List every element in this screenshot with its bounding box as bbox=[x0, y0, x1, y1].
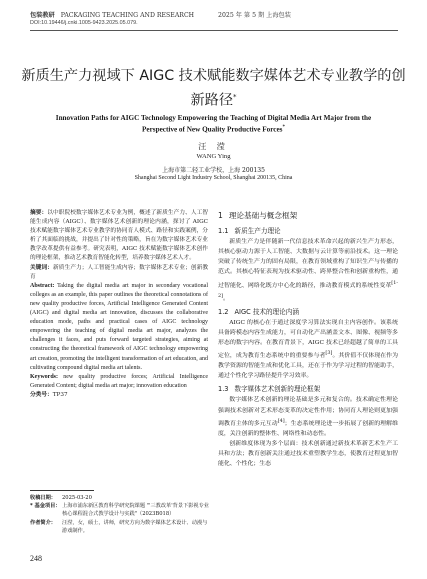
title-en-text: Innovation Paths for AIGC Technology Empowering the Teaching of Digital Media Art Major from the Perspective of New Quality Productive Forces bbox=[55, 114, 372, 134]
paragraph-text: 数字媒体艺术创新的理论基础是多元和复合的。技术确定性理论强调技术创新对艺术形态变革的决定性作用；协同育人理论则更加强调教育主体的多元互动 bbox=[218, 397, 398, 427]
section-1-1-number: 1.1 bbox=[218, 227, 229, 236]
abstract-en-text: Taking the digital media art major in secondary vocational colleges as an example, this paper outlines the theoretical connotations of new quality productive forces, Artificial Intelligence Generated Content (AIGC) and digital media art innovation, discusses the collaborative education mode, paths and practical cases of AIGC technology empowering the teaching of digital media art major, analyzes the challenges it faces, and puts forward targeted strategies, aiming at constructing the theoretical framework of AIGC technology empowering art creation, promoting the intelligent transformation of art education, and cultivating compound digital media art talents. bbox=[30, 282, 208, 371]
footnote-value: 汪滢，女，硕士，讲师，研究方向为数字媒体艺术设计、动漫与游戏制作。 bbox=[62, 519, 208, 534]
abstract-cn-label: 摘要： bbox=[30, 210, 48, 216]
section-1-3-heading bbox=[218, 384, 398, 394]
issue-info: 2025 年 第 5 期 上海包装 bbox=[218, 12, 291, 19]
abstract-en-label: Abstract: bbox=[30, 282, 55, 289]
section-1-1-heading bbox=[218, 226, 398, 236]
paragraph-end: 。 bbox=[223, 295, 229, 302]
classification-label: 分类号： bbox=[30, 391, 53, 398]
title-en bbox=[40, 113, 387, 134]
footnote-label: * 基金项目： bbox=[30, 503, 61, 510]
paragraph bbox=[218, 318, 398, 382]
keywords-en bbox=[30, 373, 208, 391]
footnote-author bbox=[30, 519, 210, 535]
abstract-column bbox=[30, 209, 208, 400]
classification-value: TP37 bbox=[52, 391, 68, 398]
affiliation-cn: 上海市第二轻工业学校，上海 200135 bbox=[162, 167, 265, 174]
running-head bbox=[30, 10, 291, 19]
keywords-cn-label: 关键词： bbox=[30, 264, 53, 271]
paragraph bbox=[218, 395, 398, 438]
section-1-heading bbox=[218, 211, 398, 221]
title-cn-text: 新质生产力视域下 AIGC 技术赋能数字媒体艺术专业教学的创新路径 bbox=[21, 68, 406, 109]
footnote-value: 上海市浦东新区教育科学研究院课题 "'三教改革'背景下影视专业核心课程混合式教学设计与实践"（2023B018） bbox=[62, 503, 209, 518]
citation: [4] bbox=[277, 417, 285, 424]
paragraph-end: ；生态系统理论进一步拓展了创新的理解维度，关注创新的整体性、网络性和动态性。 bbox=[218, 420, 399, 437]
citation: [3] bbox=[325, 350, 333, 357]
author-cn: 汪 滢 bbox=[198, 142, 229, 151]
paragraph-text: 新质生产力是伴随新一代信息技术革命兴起的新兴生产力形态，其核心驱动力源于人工智能、大数据与云计算等前沿技术。这一理论突破了传统生产力的固有局限，在教育领域重构了知识生产与传播的范式。其核心特征表现为技术驱动性、跨界整合性和创新重构性，通过智能化、网络化既方中心化的路径，推动教育模式的系统性变革 bbox=[218, 239, 398, 289]
affiliation-en: Shanghai Second Light Industry School, Shanghai 200135, China bbox=[134, 175, 293, 181]
header-rule bbox=[30, 30, 398, 31]
paragraph-text: AIGC 的核心在于通过深度学习算法实现自主内容创作。该系统具备跨模态内容生成能力，可自动化产出涵盖文本、图像、视频等多形态的数字内容。在教育背景下，AIGC 技术已经超越了简单的工具定位，成为教育生态系统中的重要参与者 bbox=[218, 319, 398, 360]
section-1-title: 理论基础与概念框架 bbox=[228, 211, 298, 220]
doi: DOI:10.19446/j.cnki.1005-9423.2025.05.079. bbox=[30, 20, 138, 26]
title-cn-mark: * bbox=[233, 93, 237, 101]
section-1-1-title: 新质生产力理论 bbox=[234, 227, 281, 236]
footnote-value: 2025-03-20 bbox=[62, 495, 92, 501]
journal-name-cn: 包装教研 bbox=[30, 12, 55, 19]
abstract-cn bbox=[30, 209, 208, 264]
section-1-2-title: AIGC 技术的理论内涵 bbox=[234, 307, 299, 316]
body-column bbox=[218, 209, 398, 469]
keywords-cn bbox=[30, 264, 208, 282]
section-1-3-number: 1.3 bbox=[218, 385, 229, 394]
title-en-mark: * bbox=[282, 125, 285, 130]
footnotes bbox=[30, 494, 210, 535]
classification bbox=[30, 391, 208, 400]
footnote-label: 作者简介： bbox=[30, 519, 56, 526]
paragraph-end: 。其价值不仅体现在作为教学资源的智能生成和优化工具，还在于作为学习过程的智能助手，通过个性化学习路径提升学习效率。 bbox=[218, 353, 399, 380]
page-number: 248 bbox=[30, 554, 42, 563]
footnote-received bbox=[30, 494, 210, 502]
journal-name-en: PACKAGING TEACHING AND RESEARCH bbox=[60, 12, 195, 19]
keywords-en-text: new quality productive forces; Artificial Intelligence Generated Content; digital media art major; innovation education bbox=[30, 373, 209, 389]
author-en: WANG Ying bbox=[196, 153, 231, 160]
abstract-cn-text: 以中职院校数字媒体艺术专业为例，概述了新质生产力、人工智能生成内容（AIGC）、数字媒体艺术创新的理论内涵，探讨了 AIGC 技术赋能数字媒体艺术专业教学的协同育人模式、路径和实践案例，分析了其面临的挑战，并提出了针对性的策略，旨在为数字媒体艺术专业教学改革提供有益参考。研究表明，AIGC 技术赋能数字媒体艺术创作的理论框架，推动艺术教育智能化转型，培养数字媒体艺术人才。 bbox=[30, 210, 209, 262]
section-1-number: 1 bbox=[218, 211, 223, 220]
title-cn bbox=[20, 66, 407, 112]
footnote-fund bbox=[30, 502, 210, 518]
paragraph bbox=[218, 237, 398, 304]
citation: [1-2] bbox=[218, 279, 398, 299]
section-1-2-number: 1.2 bbox=[218, 307, 229, 316]
keywords-en-label: Keywords: bbox=[30, 373, 58, 380]
section-1-3-title: 数字媒体艺术创新的理论框架 bbox=[234, 385, 321, 394]
paragraph: 创新维度体现为多个层面：技术创新通过新技术革新艺术生产工具和方法；教育创新关注通过技术重塑教学生态，使教育过程更加智能化、个性化；生态 bbox=[218, 440, 398, 467]
section-1-2-heading bbox=[218, 307, 398, 317]
abstract-en bbox=[30, 282, 208, 373]
footnote-rule bbox=[30, 490, 94, 491]
keywords-cn-text: 新质生产力；人工智能生成内容；数字媒体艺术专业；创新教育 bbox=[30, 264, 209, 280]
footnote-label: 收稿日期： bbox=[30, 495, 56, 501]
